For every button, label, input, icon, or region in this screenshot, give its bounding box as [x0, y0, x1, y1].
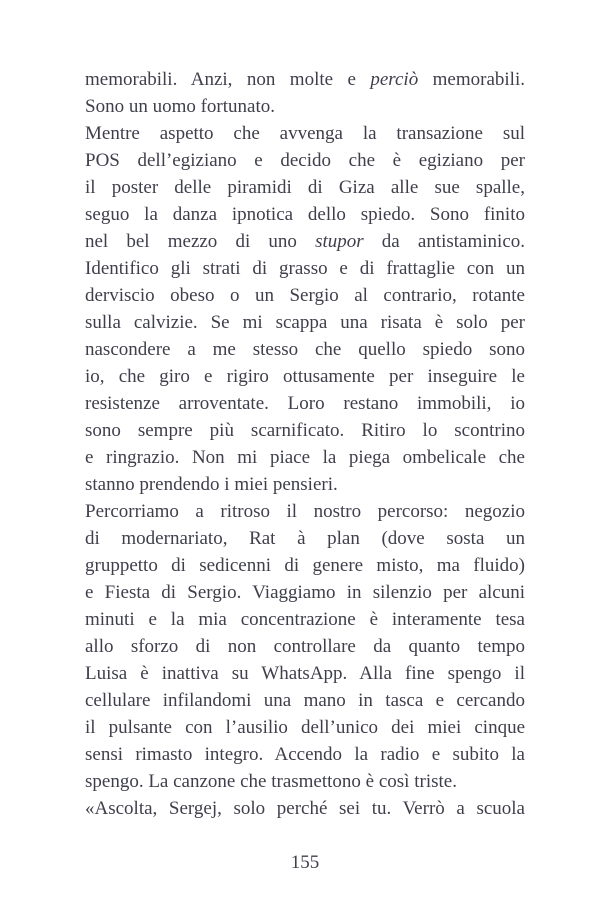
text-line: [85, 228, 525, 255]
body-text: nel bel mezzo di uno: [85, 231, 316, 252]
body-text: Percorriamo a ritroso il nostro percorso: negozio: [85, 501, 525, 522]
body-text: derviscio obeso o un Sergio al contrario, rotante: [85, 285, 525, 306]
text-line: [85, 498, 525, 525]
text-line: [85, 579, 525, 606]
text-line: [85, 795, 525, 822]
paragraph: [85, 795, 525, 822]
text-line: [85, 363, 525, 390]
page-text: [85, 66, 525, 822]
text-line: [85, 417, 525, 444]
body-text: il poster delle piramidi di Giza alle sue spalle,: [85, 177, 525, 198]
text-line: [85, 714, 525, 741]
body-text: di modernariato, Rat à plan (dove sosta un: [85, 528, 525, 549]
body-text: seguo la danza ipnotica dello spiedo. Sono finito: [85, 204, 525, 225]
body-text: allo sforzo di non controllare da quanto tempo: [85, 636, 525, 657]
text-line: [85, 120, 525, 147]
text-line: [85, 147, 525, 174]
text-line: [85, 768, 525, 795]
text-line: [85, 444, 525, 471]
body-text: memorabili. Anzi, non molte e: [85, 69, 371, 90]
text-line: [85, 255, 525, 282]
text-line: [85, 201, 525, 228]
text-line: [85, 174, 525, 201]
body-text: cellulare infilandomi una mano in tasca e cercando: [85, 690, 525, 711]
body-text: nascondere a me stesso che quello spiedo sono: [85, 339, 525, 360]
body-text: «Ascolta, Sergej, solo perché sei tu. Verrò a scuola: [85, 798, 525, 819]
paragraph: [85, 66, 525, 120]
body-text: minuti e la mia concentrazione è interamente tesa: [85, 609, 525, 630]
page-number: 155: [290, 852, 320, 873]
text-line: [85, 471, 525, 498]
body-text: gruppetto di sedicenni di genere misto, ma fluido): [85, 555, 525, 576]
body-text: sulla calvizie. Se mi scappa una risata è solo per: [85, 312, 525, 333]
body-text: da antistaminico.: [363, 231, 525, 252]
body-text: Mentre aspetto che avvenga la transazione sul: [85, 123, 525, 144]
paragraph: [85, 120, 525, 498]
paragraph: [85, 498, 525, 795]
body-text: sono sempre più scarnificato. Ritiro lo scontrino: [85, 420, 525, 441]
body-text: spengo. La canzone che trasmettono è così triste.: [85, 771, 457, 792]
body-text: stanno prendendo i miei pensieri.: [85, 474, 338, 495]
body-text: Sono un uomo fortunato.: [85, 96, 275, 117]
body-text: Luisa è inattiva su WhatsApp. Alla fine spengo il: [85, 663, 525, 684]
italic-text: stupor: [315, 231, 364, 252]
body-text: resistenze arroventate. Loro restano immobili, io: [85, 393, 525, 414]
body-text: e Fiesta di Sergio. Viaggiamo in silenzio per alcuni: [85, 582, 525, 603]
body-text: POS dell’egiziano e decido che è egiziano per: [85, 150, 525, 171]
text-line: [85, 282, 525, 309]
text-line: [85, 660, 525, 687]
text-line: [85, 741, 525, 768]
body-text: io, che giro e rigiro ottusamente per inseguire le: [85, 366, 525, 387]
text-line: [85, 390, 525, 417]
italic-text: perciò: [370, 69, 419, 90]
body-text: e ringrazio. Non mi piace la piega ombelicale che: [85, 447, 525, 468]
body-text: memorabili.: [418, 69, 525, 90]
text-line: [85, 687, 525, 714]
text-line: [85, 93, 525, 120]
body-text: il pulsante con l’ausilio dell’unico dei miei cinque: [85, 717, 525, 738]
text-line: [85, 606, 525, 633]
text-line: [85, 552, 525, 579]
body-text: Identifico gli strati di grasso e di frattaglie con un: [85, 258, 525, 279]
body-text: sensi rimasto integro. Accendo la radio e subito la: [85, 744, 525, 765]
text-line: [85, 525, 525, 552]
text-line: [85, 336, 525, 363]
text-line: [85, 66, 525, 93]
text-line: [85, 309, 525, 336]
text-line: [85, 633, 525, 660]
